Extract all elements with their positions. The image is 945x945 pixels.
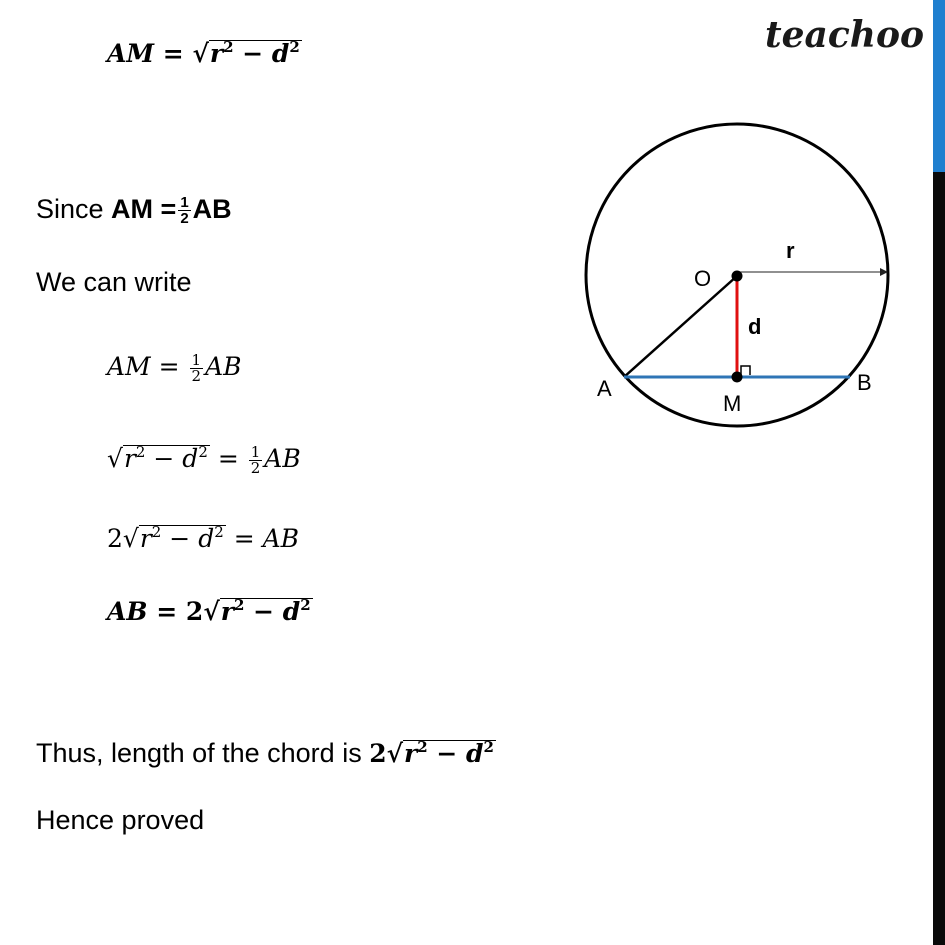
slide-sidebar-accent <box>933 0 945 172</box>
label-o: O <box>694 266 712 291</box>
teachoo-logo: teachoo <box>765 14 924 56</box>
label-a: A <box>597 376 612 401</box>
point-m <box>732 372 743 383</box>
label-d: d <box>748 314 762 339</box>
equation-step-2: $√r^2 - d^2$ = $\frac{1}{2}$ AB <box>107 443 301 477</box>
equation-step-4: AB = $2√r^2 - d^2$ <box>107 596 311 626</box>
equation-am-sqrt: AM = $√r^2 - d^2$ <box>107 38 300 68</box>
equation-step-1: AM = $\frac{1}{2}$ AB <box>107 351 242 385</box>
since-statement: Since AM = $\frac{1}{2}$ AB <box>36 194 232 228</box>
conclusion-statement: Thus, length of the chord is $2√r^2 - d^2$ <box>36 738 494 768</box>
equation-step-3: $2√r^2 - d^2$ = AB <box>107 523 300 553</box>
right-angle-mark <box>741 366 750 375</box>
hence-proved-text: Hence proved <box>36 805 205 835</box>
segment-oa <box>624 276 737 377</box>
label-m: M <box>723 391 742 416</box>
center-point-o <box>732 271 743 282</box>
circle-chord-diagram <box>560 100 910 440</box>
label-b: B <box>857 370 872 395</box>
label-r: r <box>786 238 795 263</box>
we-can-write-text: We can write <box>36 267 192 297</box>
